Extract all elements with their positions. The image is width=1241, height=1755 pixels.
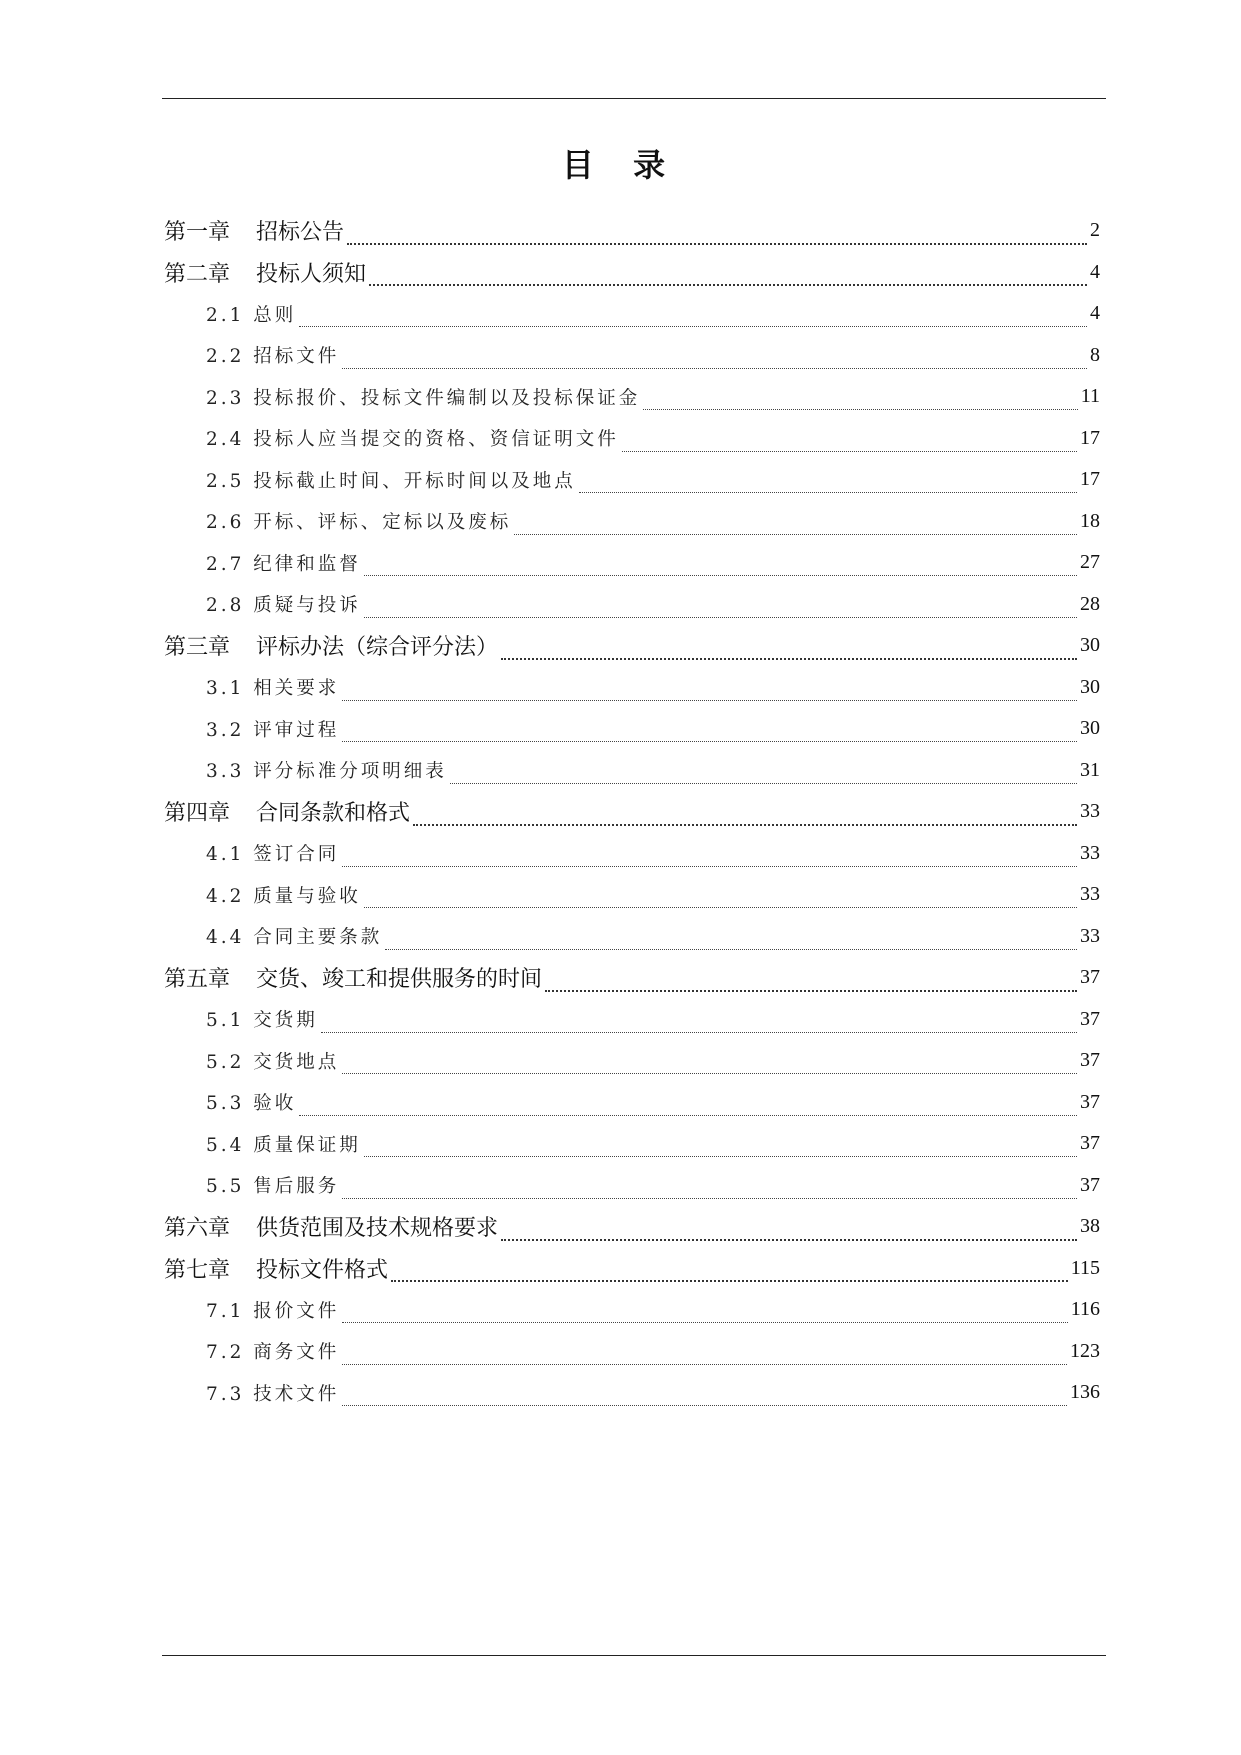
dot-leader	[391, 1262, 1068, 1282]
toc-entry-label: 7.2 商务文件	[206, 1342, 340, 1364]
toc-section-entry[interactable]	[164, 1331, 1100, 1373]
chapter-title: 交货、竣工和提供服务的时间	[256, 967, 543, 993]
chapter-number: 第一章	[164, 220, 231, 246]
toc-section-entry[interactable]	[164, 501, 1100, 543]
page-number: 115	[1070, 1256, 1100, 1279]
dot-leader	[342, 1304, 1067, 1323]
chapter-title: 投标人须知	[256, 261, 367, 287]
header-rule	[162, 98, 1106, 99]
toc-chapter-entry[interactable]	[164, 1248, 1100, 1290]
page-number: 33	[1080, 841, 1100, 864]
toc-section-entry[interactable]	[164, 874, 1100, 916]
page-number: 38	[1080, 1215, 1100, 1238]
toc-entry-label	[164, 1253, 388, 1284]
toc-chapter-entry[interactable]	[164, 791, 1100, 833]
page-number: 2	[1090, 219, 1100, 242]
toc-section-entry[interactable]	[164, 999, 1100, 1041]
toc-entry-label: 4.4 合同主要条款	[206, 927, 383, 949]
page-number: 30	[1080, 675, 1100, 698]
footer-rule	[162, 1655, 1106, 1656]
toc-section-entry[interactable]	[164, 376, 1100, 418]
table-of-contents	[164, 210, 1100, 1414]
toc-entry-label	[164, 257, 366, 288]
dot-leader	[342, 1180, 1077, 1199]
dot-leader	[364, 889, 1077, 908]
page-number: 27	[1080, 551, 1100, 574]
page-number: 30	[1080, 717, 1100, 740]
toc-section-entry[interactable]	[164, 418, 1100, 460]
toc-section-entry[interactable]	[164, 1123, 1100, 1165]
toc-entry-label: 7.3 技术文件	[206, 1383, 340, 1405]
page-number: 17	[1080, 426, 1100, 449]
toc-chapter-entry[interactable]	[164, 1206, 1100, 1248]
dot-leader	[321, 1014, 1077, 1033]
toc-entry-label: 4.2 质量与验收	[206, 885, 361, 907]
toc-entry-label	[164, 962, 542, 993]
chapter-number: 第二章	[164, 261, 231, 287]
dot-leader	[579, 474, 1077, 493]
page-number: 116	[1070, 1298, 1100, 1321]
page-number: 33	[1080, 800, 1100, 823]
toc-entry-label: 2.8 质疑与投诉	[206, 595, 361, 617]
dot-leader	[342, 682, 1077, 701]
page-number: 28	[1080, 592, 1100, 615]
dot-leader	[450, 765, 1077, 784]
toc-section-entry[interactable]	[164, 335, 1100, 377]
page-number: 11	[1080, 385, 1100, 408]
dot-leader	[364, 1138, 1077, 1157]
toc-entry-label: 5.5 售后服务	[206, 1176, 340, 1198]
dot-leader	[643, 391, 1077, 410]
toc-entry-label: 2.6 开标、评标、定标以及废标	[206, 512, 512, 534]
toc-section-entry[interactable]	[164, 542, 1100, 584]
dot-leader	[545, 972, 1077, 992]
dot-leader	[369, 266, 1087, 286]
toc-entry-label: 3.3 评分标准分项明细表	[206, 761, 447, 783]
toc-entry-label: 5.3 验收	[206, 1093, 297, 1115]
toc-entry-label: 2.1 总则	[206, 304, 297, 326]
toc-section-entry[interactable]	[164, 667, 1100, 709]
toc-entry-label	[164, 215, 344, 246]
page-number: 4	[1090, 302, 1100, 325]
dot-leader	[364, 599, 1077, 618]
chapter-number: 第七章	[164, 1257, 231, 1283]
toc-entry-label: 5.2 交货地点	[206, 1051, 340, 1073]
toc-section-entry[interactable]	[164, 916, 1100, 958]
toc-entry-label: 2.2 招标文件	[206, 346, 340, 368]
page-number: 37	[1080, 1173, 1100, 1196]
dot-leader	[413, 806, 1077, 826]
dot-leader	[364, 557, 1077, 576]
toc-section-entry[interactable]	[164, 1040, 1100, 1082]
toc-chapter-entry[interactable]	[164, 957, 1100, 999]
toc-chapter-entry[interactable]	[164, 625, 1100, 667]
toc-section-entry[interactable]	[164, 584, 1100, 626]
page-number: 136	[1070, 1381, 1100, 1404]
page-number: 37	[1080, 1007, 1100, 1030]
dot-leader	[501, 640, 1077, 660]
toc-entry-label: 2.4 投标人应当提交的资格、资信证明文件	[206, 429, 619, 451]
page-number: 18	[1080, 509, 1100, 532]
dot-leader	[342, 723, 1077, 742]
chapter-number: 第四章	[164, 801, 231, 827]
toc-entry-label: 4.1 签订合同	[206, 844, 340, 866]
toc-entry-label: 3.1 相关要求	[206, 678, 340, 700]
page-number: 33	[1080, 924, 1100, 947]
page-number: 8	[1090, 343, 1100, 366]
chapter-number: 第六章	[164, 1216, 231, 1242]
toc-chapter-entry[interactable]	[164, 252, 1100, 294]
dot-leader	[299, 308, 1087, 327]
page-number: 37	[1080, 966, 1100, 989]
page-number: 37	[1080, 1049, 1100, 1072]
toc-section-entry[interactable]	[164, 1372, 1100, 1414]
dot-leader	[622, 433, 1077, 452]
toc-section-entry[interactable]	[164, 1082, 1100, 1124]
dot-leader	[342, 848, 1077, 867]
page-number: 30	[1080, 634, 1100, 657]
toc-entry-label	[164, 1211, 498, 1242]
page-number: 4	[1090, 260, 1100, 283]
chapter-title: 招标公告	[256, 220, 345, 246]
toc-entry-label: 3.2 评审过程	[206, 719, 340, 741]
toc-section-entry[interactable]	[164, 708, 1100, 750]
dot-leader	[347, 225, 1087, 245]
toc-chapter-entry[interactable]	[164, 210, 1100, 252]
dot-leader	[501, 1221, 1077, 1241]
dot-leader	[299, 1097, 1077, 1116]
page-number: 37	[1080, 1090, 1100, 1113]
chapter-number: 第三章	[164, 635, 231, 661]
page-number: 31	[1080, 758, 1100, 781]
toc-entry-label: 2.5 投标截止时间、开标时间以及地点	[206, 470, 576, 492]
dot-leader	[342, 1346, 1067, 1365]
toc-entry-label: 7.1 报价文件	[206, 1300, 340, 1322]
toc-entry-label	[164, 796, 410, 827]
toc-title: 目 录	[561, 146, 680, 184]
toc-section-entry[interactable]	[164, 459, 1100, 501]
dot-leader	[342, 1387, 1067, 1406]
dot-leader	[342, 350, 1087, 369]
page-number: 17	[1080, 468, 1100, 491]
dot-leader	[385, 931, 1077, 950]
toc-entry-label: 2.7 纪律和监督	[206, 553, 361, 575]
dot-leader	[342, 1055, 1077, 1074]
toc-section-entry[interactable]	[164, 1165, 1100, 1207]
toc-entry-label	[164, 630, 498, 661]
chapter-title: 投标文件格式	[256, 1257, 389, 1283]
toc-section-entry[interactable]	[164, 833, 1100, 875]
toc-entry-label: 5.4 质量保证期	[206, 1134, 361, 1156]
page-number: 37	[1080, 1132, 1100, 1155]
toc-entry-label: 2.3 投标报价、投标文件编制以及投标保证金	[206, 387, 641, 409]
chapter-number: 第五章	[164, 967, 231, 993]
chapter-title: 评标办法（综合评分法）	[256, 635, 499, 661]
dot-leader	[514, 516, 1077, 535]
page-number: 33	[1080, 883, 1100, 906]
toc-section-entry[interactable]	[164, 1289, 1100, 1331]
chapter-title: 供货范围及技术规格要求	[256, 1216, 499, 1242]
page-number: 123	[1070, 1339, 1100, 1362]
toc-entry-label: 5.1 交货期	[206, 1010, 318, 1032]
chapter-title: 合同条款和格式	[256, 801, 411, 827]
toc-section-entry[interactable]	[164, 750, 1100, 792]
toc-section-entry[interactable]	[164, 293, 1100, 335]
